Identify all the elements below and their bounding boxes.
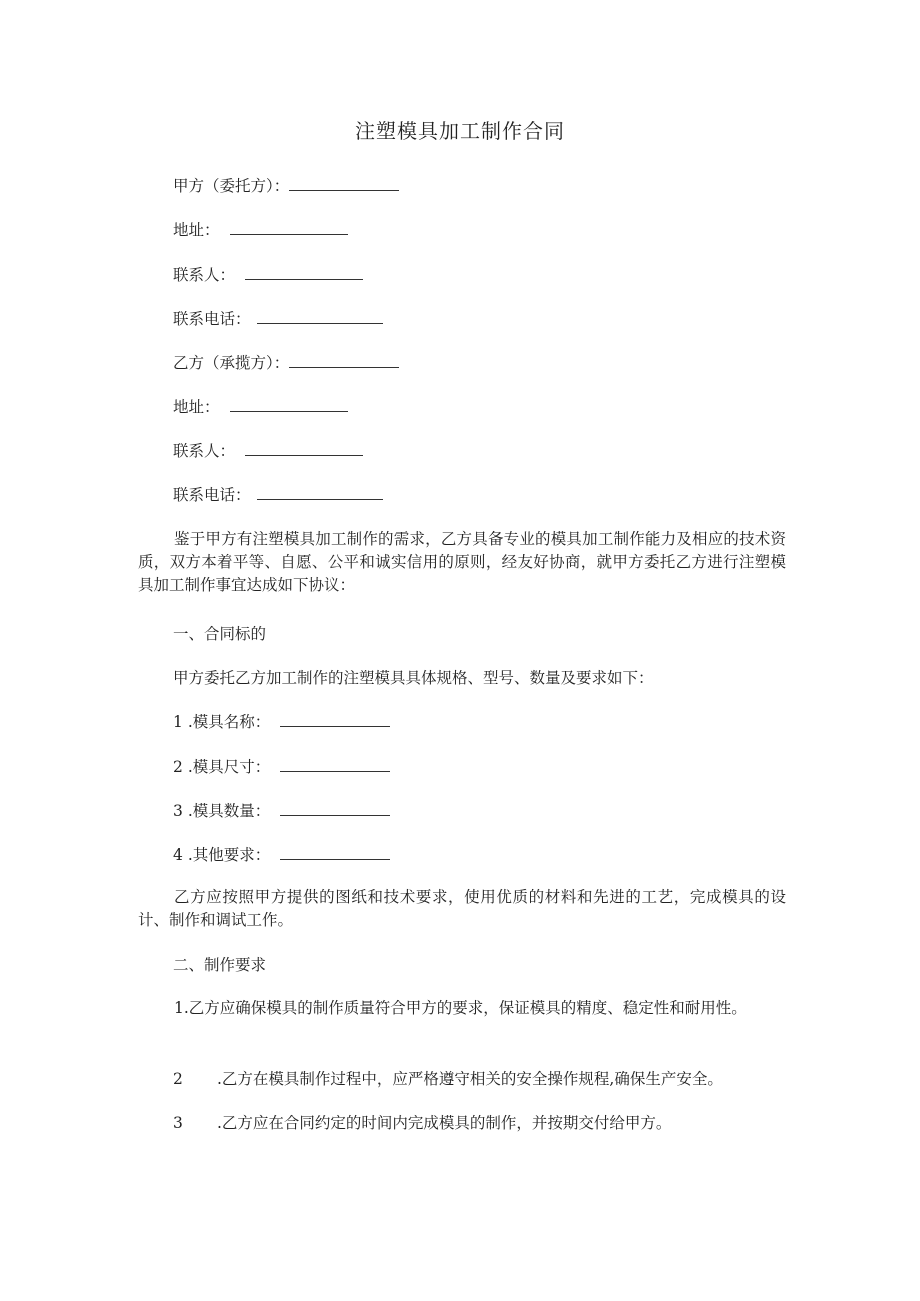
item-label: .模具名称： <box>187 713 271 731</box>
section1-item-4 <box>173 844 390 866</box>
item-text: .乙方应在合同约定的时间内完成模具的制作，并按期交付给甲方。 <box>217 1114 672 1132</box>
party-a-phone-blank <box>257 309 383 324</box>
item-number: 3 <box>173 802 183 820</box>
item-text: .乙方应确保模具的制作质量符合甲方的要求，保证模具的精度、稳定性和耐用性。 <box>183 999 747 1017</box>
item-label: .模具数量： <box>187 802 271 820</box>
party-b-contact-blank <box>245 441 363 456</box>
party-b-phone-blank <box>257 485 383 500</box>
party-b-contact-field <box>173 440 363 462</box>
item-number: 2 <box>173 758 183 776</box>
party-a-label: 甲方（委托方）： <box>173 177 290 195</box>
item-number: 1 <box>173 713 183 731</box>
party-b-contact-label: 联系人： <box>173 442 236 460</box>
section1-item-1 <box>173 711 390 733</box>
party-a-contact-field <box>173 264 363 286</box>
document-title: 注塑模具加工制作合同 <box>355 119 565 143</box>
party-a-phone-field <box>173 308 383 330</box>
section2-item-1 <box>138 997 786 1020</box>
party-a-contact-blank <box>245 265 363 280</box>
item-blank <box>280 801 390 816</box>
party-b-blank <box>289 353 399 368</box>
party-a-field <box>173 175 399 197</box>
section1-intro: 甲方委托乙方加工制作的注塑模具具体规格、型号、数量及要求如下： <box>173 669 654 687</box>
party-b-address-blank <box>230 397 348 412</box>
item-label: .模具尺寸： <box>187 758 271 776</box>
party-b-field <box>173 352 399 374</box>
party-a-blank <box>289 176 399 191</box>
item-text: .乙方在模具制作过程中，应严格遵守相关的安全操作规程,确保生产安全。 <box>217 1070 723 1088</box>
party-b-phone-field <box>173 484 383 506</box>
party-a-address-field <box>173 219 348 241</box>
section1-heading: 一、合同标的 <box>173 625 267 643</box>
section2-heading: 二、制作要求 <box>173 956 267 974</box>
party-b-address-field <box>173 396 348 418</box>
party-a-address-blank <box>230 220 348 235</box>
section1-item-2 <box>173 756 390 778</box>
party-b-phone-label: 联系电话： <box>173 486 251 504</box>
party-a-address-label: 地址： <box>173 221 220 239</box>
item-blank <box>280 845 390 860</box>
item-number: 1 <box>174 999 184 1017</box>
section2-item-3 <box>173 1112 671 1134</box>
item-label: .其他要求： <box>187 846 271 864</box>
item-blank <box>280 712 390 727</box>
item-number: 3 <box>173 1114 183 1132</box>
preamble-paragraph: 鉴于甲方有注塑模具加工制作的需求，乙方具备专业的模具加工制作能力及相应的技术资质，双方本着平等、自愿、公平和诚实信用的原则，经友好协商，就甲方委托乙方进行注塑模具加工制作事宜达成如下协议： <box>138 530 786 594</box>
section2-item-2 <box>173 1068 723 1090</box>
party-a-phone-label: 联系电话： <box>173 310 251 328</box>
party-b-label: 乙方（承揽方）： <box>173 354 290 372</box>
item-blank <box>280 757 390 772</box>
item-number: 2 <box>173 1070 183 1088</box>
section1-item-3 <box>173 800 390 822</box>
party-b-address-label: 地址： <box>173 398 220 416</box>
party-a-contact-label: 联系人： <box>173 266 236 284</box>
item-number: 4 <box>173 846 183 864</box>
section1-closing: 乙方应按照甲方提供的图纸和技术要求，使用优质的材料和先进的工艺，完成模具的设计、制作和调试工作。 <box>138 888 786 929</box>
